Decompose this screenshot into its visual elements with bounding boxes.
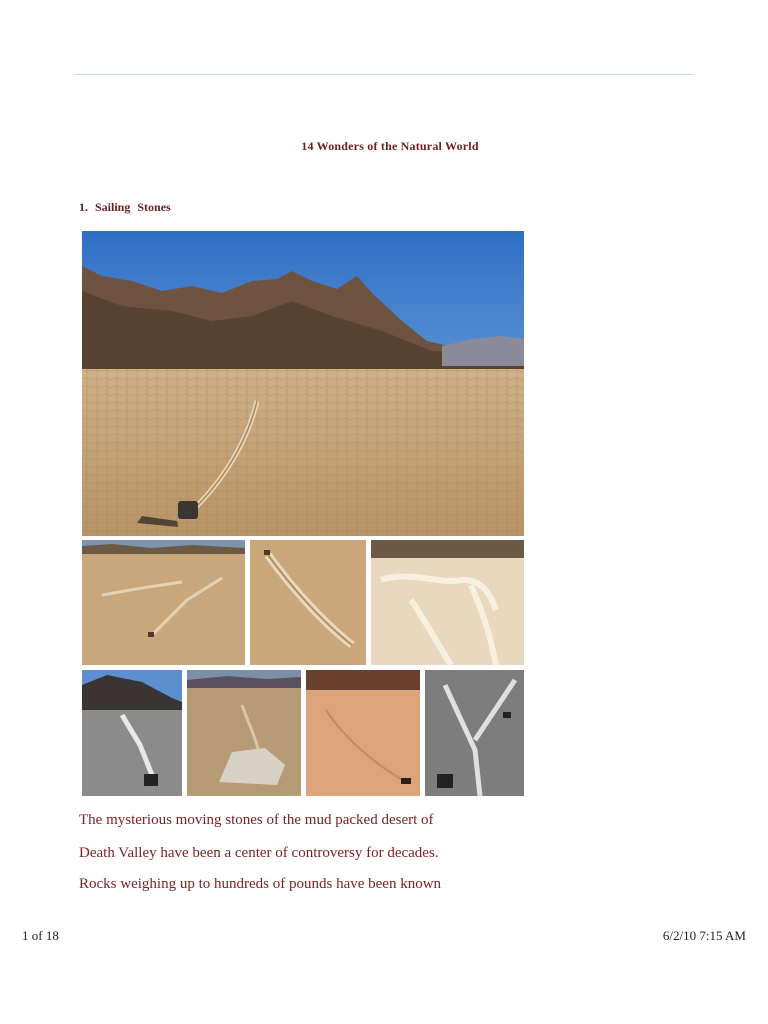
photo-track-right <box>371 540 524 665</box>
paragraph-line-2: Death Valley have been a center of controversy for decades. <box>79 845 439 861</box>
photo-bottom-2 <box>187 670 301 796</box>
header-rule <box>75 74 693 75</box>
photo-bottom-3 <box>306 670 420 796</box>
photo-track-left <box>82 540 245 665</box>
photo-track-middle <box>250 540 366 665</box>
photo-bottom-1 <box>82 670 182 796</box>
paragraph-line-1: The mysterious moving stones of the mud packed desert of <box>79 812 434 828</box>
page-indicator: 1 of 18 <box>22 928 59 943</box>
page-title: 14 Wonders of the Natural World <box>301 139 479 153</box>
paragraph-line-3: Rocks weighing up to hundreds of pounds have been known <box>79 876 442 892</box>
section-heading: 1. Sailing Stones <box>79 200 171 214</box>
main-photo-sailing-stone <box>82 231 524 536</box>
photo-bottom-4 <box>425 670 524 796</box>
print-timestamp: 6/2/10 7:15 AM <box>662 928 746 943</box>
